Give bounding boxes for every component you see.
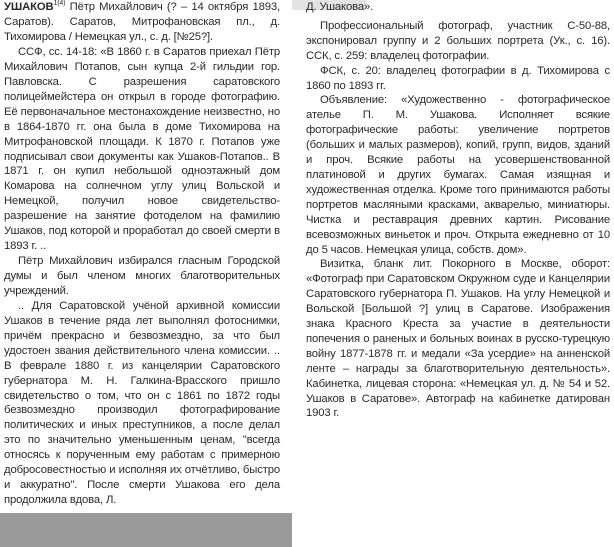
left-column — [4, 0, 280, 508]
entry-surname: УШАКОВ — [4, 1, 54, 13]
entry-marker: 1(4) — [53, 0, 66, 8]
paragraph-ssf: ССФ, сс. 14-18: «В 1860 г. в Саратов приехал Пётр Михайлович Потапов, сын купца 2-й гильдии гор. Павловска. С разрешения саратовского полицеймейстера он открыл в городе фотографию. Её первоначальное местонахождение неизвестно, но в 1864-1870 гг. она была в доме Тихомирова на Митрофановской площади. К 1870 г. Потапов уже подписывал свои документы как Ушаков-Потапов.. В 1871 г. он купил небольшой одноэтажный дом Комарова на солнечном углу улиц Вольской и Немецкой, получил новое свидетельство-разрешение на занятие фотоделом на фамилию Ушаков, под которой и проработал до своей смерти в 1893 г. .. — [4, 46, 280, 252]
paragraph-advertisement: Объявление: «Художественно - фотографическое ателье П. М. Ушакова. Исполняет всякие фотографические работы: увеличение портретов (больших и малых размеров), копий, групп, видов, зданий и проч. Всякие работы на усовершенствованной платиновой и других бумагах. Самая изящная и художественная отделка. Кроме того принимаются работы портретов масляными красками, акварелью, миниатюры. Чистка и реставрация древних картин. Рисование всевозможных виньеток и проч. Открыта ежедневно от 10 до 5 часов. Немецкая улица, собств. дом». — [306, 94, 610, 256]
right-column — [306, 0, 610, 421]
paragraph-commission: .. Для Саратовской учёной архивной комиссии Ушаков в течение ряда лет выполнял фотоснимки, причём прекрасно и безвозмездно, за что был удостоен звания действительного члена комиссии. .. В феврале 1880 г. из канцелярии Саратовского губернатора М. Н. Галкина-Врасского пришло свидетельство о том, что он с 1861 по 1872 годы безвозмездно производил фотографирование политических и иных преступников, а после делал это по значительно уменьшенным ценам, "всегда относясь к порученным ему работам с примерною добросовестностью и исполняя их отчётливо, быстро и аккуратно". После смерти Ушакова его дела продолжила вдова, Л. — [4, 300, 280, 506]
paragraph-fsk: ФСК, с. 20: владелец фотографии в д. Тихомирова с 1860 по 1893 гг. — [306, 64, 610, 92]
paragraph-business-card: Визитка, бланк лит. Покорного в Москве, оборот: «Фотограф при Саратовском Окружном суде и Канцелярии Саратовского губернатора П. Ушаков. На углу Немецкой и Вольской [Большой ?] улиц в Саратове. Изображения знака Красного Креста за участие в деятельности попечения о раненых и больных воинах в русско-турецкую войну 1877-1878 гг. и медали «За усердие» на анненской ленте – награды за благотворительную деятельность». Кабинетка, лицевая сторона: «Немецкая ул. д. № 54 и 52. Ушаков в Саратове». Автограф на кабинетке датирован 1903 г. — [306, 258, 610, 420]
continuation-line: Д. Ушакова». — [306, 1, 374, 13]
paragraph-professional: Профессиональный фотограф, участник С-50-88, экспонировал группу и 2 больших портрета (Ук., с. 16). ССК, с. 259: владелец фотографии. — [306, 19, 610, 62]
entry-details: Пётр Михайлович (? – 14 октября 1893, Саратов). Саратов, Митрофановская пл., д. Тихомирова / Немецкая ул., с. д. [№25?]. — [4, 1, 280, 43]
entry-heading — [4, 0, 280, 45]
paragraph-duma: Пётр Михайлович избирался гласным Городской думы и был членом многих благотворительных учреждений. — [4, 254, 280, 297]
scan-artifact-bottom — [0, 513, 292, 547]
